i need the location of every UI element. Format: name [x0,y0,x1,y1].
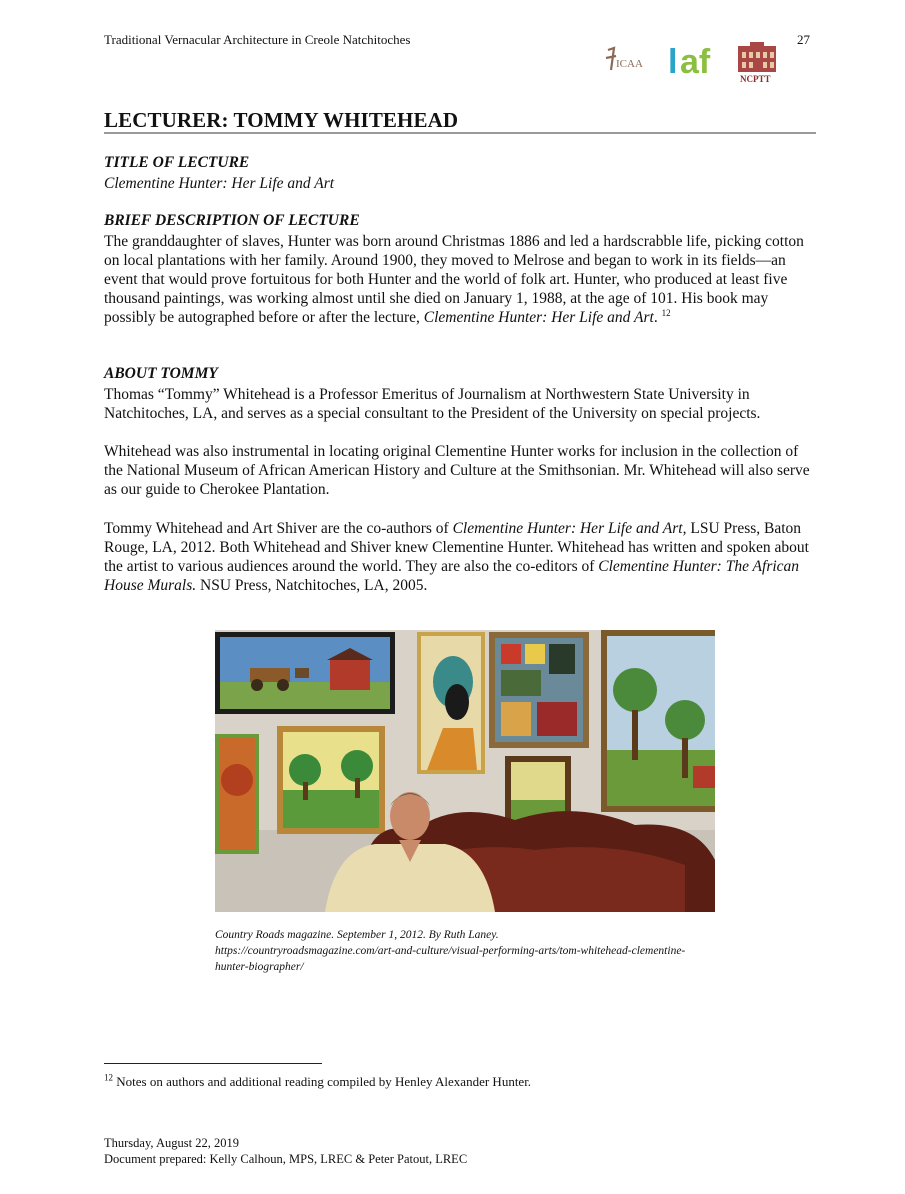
laf-logo [668,43,711,81]
about-paragraph-1: Thomas “Tommy” Whitehead is a Professor Emeritus of Journalism at Northwestern State University in Natchitoches, LA, and serves as a special consultant to the President of the University on special projects. [104,386,761,422]
about-label: ABOUT TOMMY [104,365,218,382]
brief-book-title: Clementine Hunter: Her Life and Art [423,309,654,326]
page-number: 27 [797,32,810,47]
about-paragraph-3 [104,519,816,595]
photo-caption [215,927,715,975]
footnote-rule [104,1063,322,1064]
painting-quilt [489,632,589,748]
about-p3-text-c: NSU Press, Natchitoches, LA, 2005. [196,577,428,594]
about-p3-text-a: Tommy Whitehead and Art Shiver are the co-authors of [104,520,453,537]
running-header: Traditional Vernacular Architecture in Creole Natchitoches [104,32,411,47]
footnote-text: Notes on authors and additional reading compiled by Henley Alexander Hunter. [113,1074,532,1089]
svg-text:l: l [668,43,678,81]
brief-description-body: The granddaughter of slaves, Hunter was born around Christmas 1886 and led a hardscrabble life, picking cotton on local plantations with her family. Around 1900, they moved to Melrose and began to work in its fields—an event that would prove fortuitous for both Hunter and the world of folk art. Hunter, who produced at least five thousand paintings, was working almost until she died on January 1, 1988, at the age of 101. His book may possibly be autographed before or after the lecture, [104,233,804,326]
ncptt-logo [738,42,776,84]
brief-description-text [104,232,816,327]
title-rule [104,132,816,134]
caption-url: https://countryroadsmagazine.com/art-and-culture/visual-performing-arts/tom-whitehead-clementine-hunter-biographer/ [215,945,686,973]
svg-text:af: af [680,43,711,81]
painting-wagon-scene [215,632,395,714]
about-p3-text-b: LSU Press, Baton Rouge, LA, 2012. Both Whitehead and Shiver knew Clementine Hunter. Whitehead has written and spoken about the artist to various audiences around the world. They are also the co-editors of [104,520,809,575]
about-p3-book-2: Clementine Hunter: The African House Murals. [104,558,800,594]
brief-end-punct: . [653,309,658,326]
title-of-lecture-label: TITLE OF LECTURE [104,154,250,171]
footer-prepared-by: Document prepared: Kelly Calhoun, MPS, LREC & Peter Patout, LREC [104,1152,468,1166]
svg-text:ICAA: ICAA [616,58,643,70]
page-footer [104,1135,467,1167]
icaa-logo [606,48,643,70]
about-paragraph-2: Whitehead was also instrumental in locating original Clementine Hunter works for inclusion in the collection of the National Museum of African American History and Culture at the Smithsonian. Mr. Whitehead will also serve as our guide to Cherokee Plantation. [104,443,810,498]
photo-whitehead-with-paintings [215,630,715,912]
footnote-reference: 12 [661,307,671,318]
partner-logos [600,40,785,84]
about-p3-book-1: Clementine Hunter: Her Life and Art, [452,520,687,537]
footnote [104,1074,531,1090]
footer-date: Thursday, August 22, 2019 [104,1136,239,1150]
painting-figures-in-trees [601,630,715,812]
painting-autumn-tree [215,734,259,854]
brief-description-label: BRIEF DESCRIPTION OF LECTURE [104,212,360,229]
title-of-lecture-value: Clementine Hunter: Her Life and Art [104,175,335,192]
footnote-number: 12 [104,1072,113,1083]
caption-line-1: Country Roads magazine. September 1, 2012. By Ruth Laney. [215,929,499,941]
svg-text:NCPTT: NCPTT [740,74,771,84]
painting-woman-headscarf [417,632,485,774]
painting-trees-figures [277,726,385,834]
page-title: LECTURER: TOMMY WHITEHEAD [104,108,459,132]
